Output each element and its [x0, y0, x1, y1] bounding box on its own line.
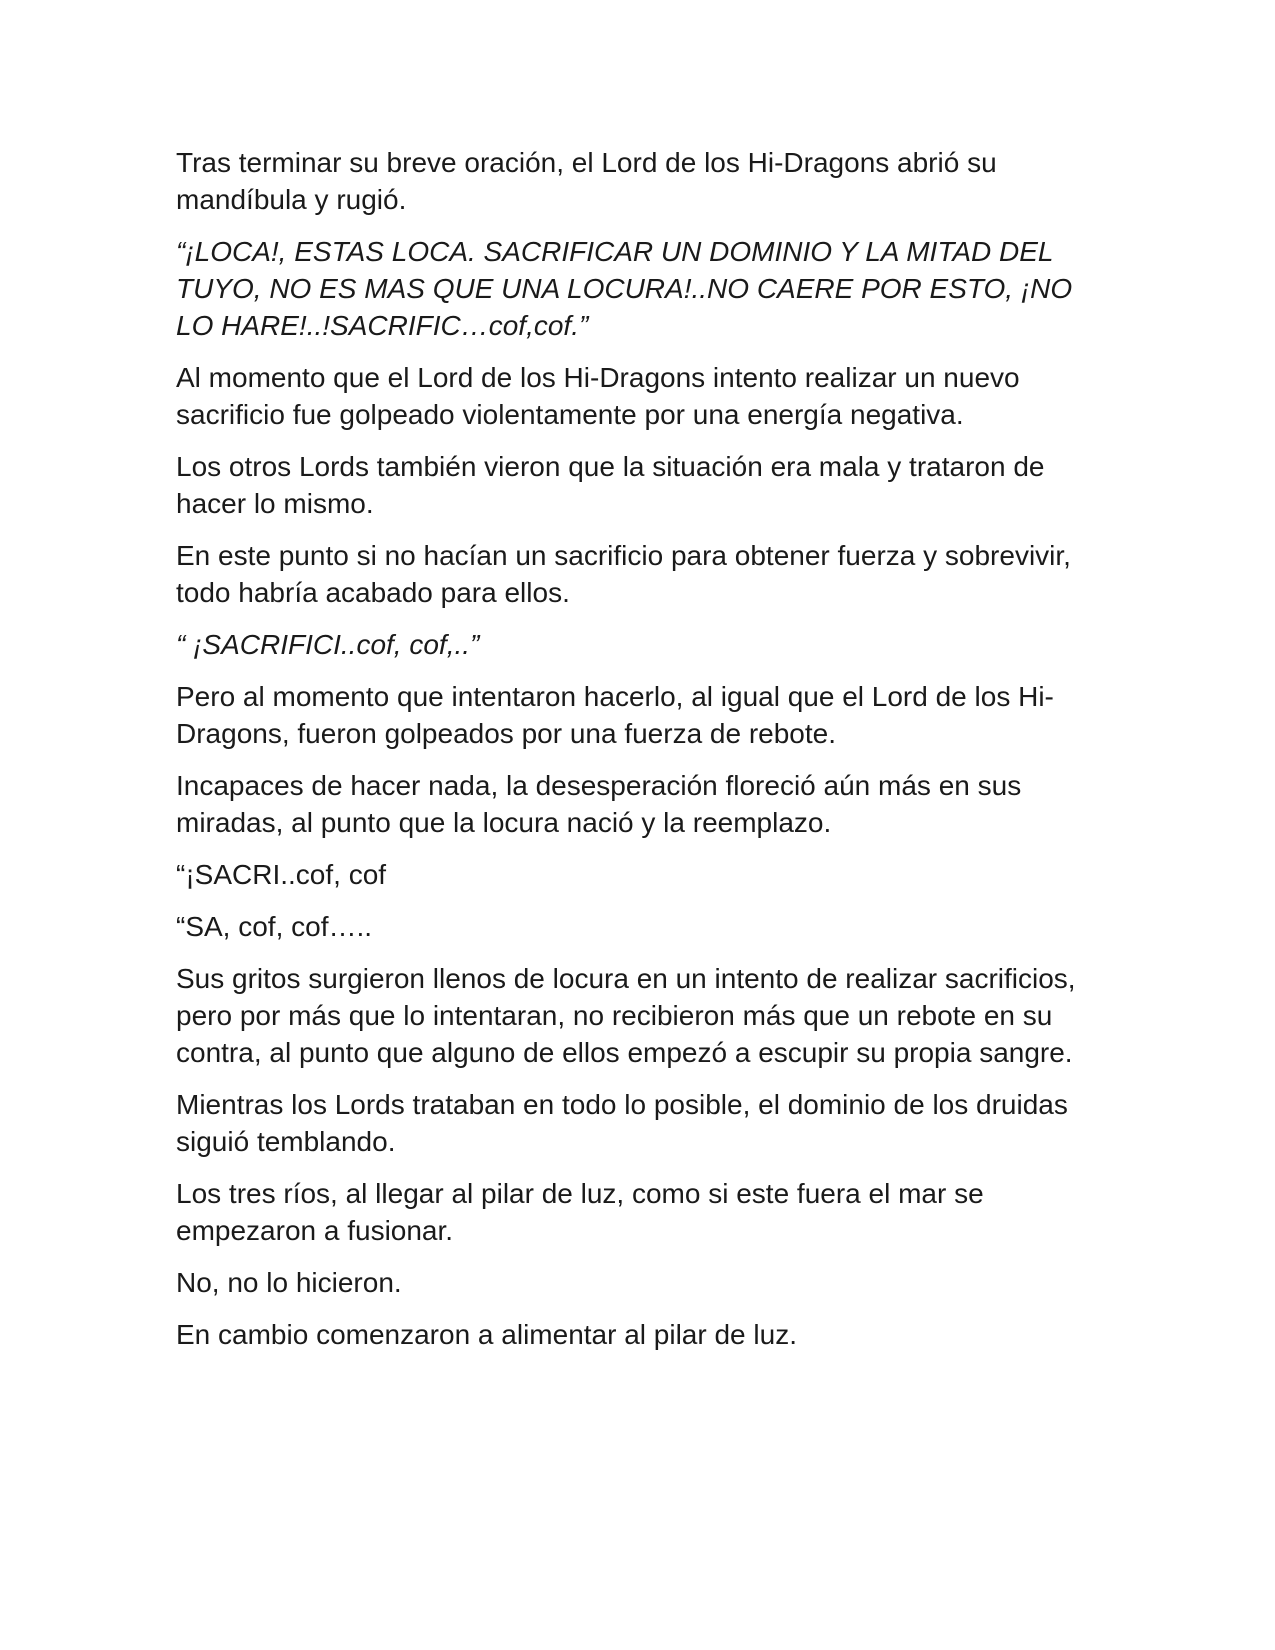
paragraph-2-dialogue: “¡LOCA!, ESTAS LOCA. SACRIFICAR UN DOMINIO Y LA MITAD DEL TUYO, NO ES MAS QUE UNA LOCURA!..NO CAERE POR ESTO, ¡NO LO HARE!..!SACRIFIC…cof,cof.”: [176, 236, 1073, 341]
paragraph-8: Incapaces de hacer nada, la desesperación floreció aún más en sus miradas, al punto que la locura nació y la reemplazo.: [176, 770, 1022, 838]
paragraph-11: Sus gritos surgieron llenos de locura en un intento de realizar sacrificios, pero por más que lo intentaran, no recibieron más que un rebote en su contra, al punto que alguno de ellos empezó a escupir su propia sangre.: [176, 963, 1076, 1068]
paragraph-10-dialogue: “SA, cof, cof…..: [176, 911, 373, 942]
paragraph-7: Pero al momento que intentaron hacerlo, al igual que el Lord de los Hi-Dragons, fueron golpeados por una fuerza de rebote.: [176, 681, 1054, 749]
paragraph-4: Los otros Lords también vieron que la situación era mala y trataron de hacer lo mismo.: [176, 451, 1045, 519]
paragraph-14: No, no lo hicieron.: [176, 1267, 402, 1298]
paragraph-13: Los tres ríos, al llegar al pilar de luz, como si este fuera el mar se empezaron a fusionar.: [176, 1178, 984, 1246]
paragraph-15: En cambio comenzaron a alimentar al pilar de luz.: [176, 1319, 797, 1350]
paragraph-12: Mientras los Lords trataban en todo lo posible, el dominio de los druidas siguió temblando.: [176, 1089, 1068, 1157]
paragraph-6-dialogue: “ ¡SACRIFICI..cof, cof,..”: [176, 629, 480, 660]
paragraph-3: Al momento que el Lord de los Hi-Dragons intento realizar un nuevo sacrificio fue golpeado violentamente por una energía negativa.: [176, 362, 1020, 430]
paragraph-1: Tras terminar su breve oración, el Lord de los Hi-Dragons abrió su mandíbula y rugió.: [176, 147, 997, 215]
paragraph-9-dialogue: “¡SACRI..cof, cof: [176, 859, 387, 890]
paragraph-5: En este punto si no hacían un sacrificio para obtener fuerza y sobrevivir, todo habría acabado para ellos.: [176, 540, 1071, 608]
document-body: [176, 144, 1101, 1368]
